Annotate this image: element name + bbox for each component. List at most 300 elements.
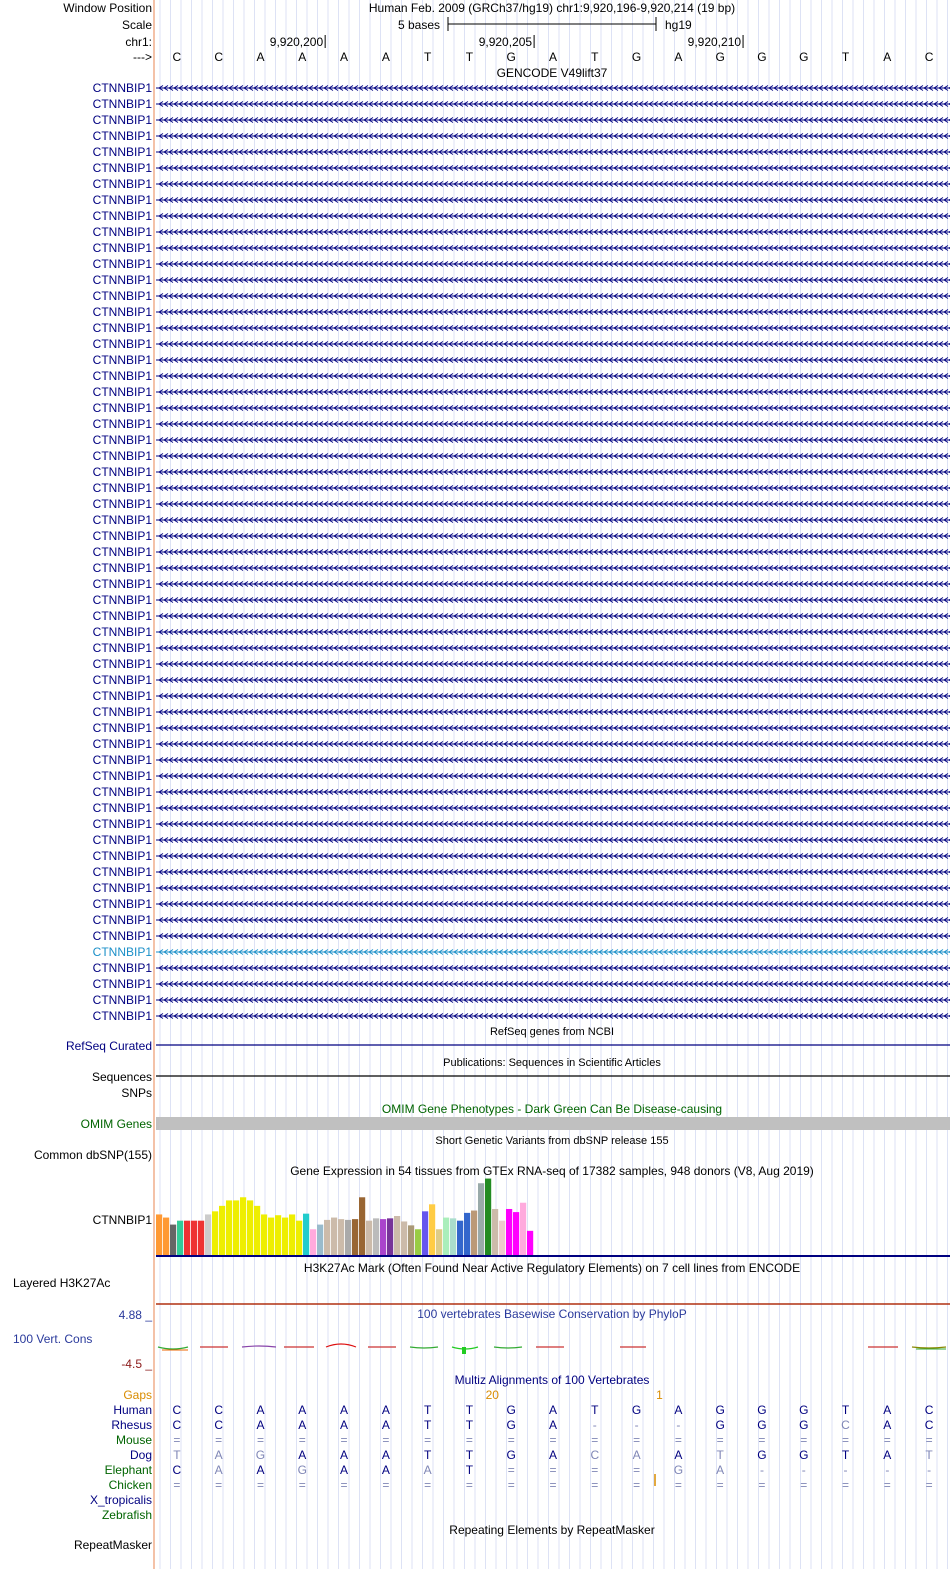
alignment-base: A [298, 1418, 307, 1432]
cons-wiggle [494, 1347, 522, 1348]
gencode-transcript-label[interactable]: CTNNBIP1 [92, 321, 152, 335]
alignment-base: = [716, 1433, 724, 1447]
gtex-tissue-bar[interactable] [408, 1225, 414, 1255]
species-label[interactable]: Chicken [108, 1478, 152, 1492]
sequence-base: A [298, 50, 307, 64]
gtex-tissue-bar[interactable] [170, 1225, 176, 1255]
alignment-base: A [340, 1463, 349, 1477]
gencode-transcript-label[interactable]: CTNNBIP1 [92, 1009, 152, 1023]
gtex-tissue-bar[interactable] [303, 1214, 309, 1255]
gencode-transcript-label[interactable]: CTNNBIP1 [92, 977, 152, 991]
gtex-tissue-bar[interactable] [401, 1221, 407, 1255]
alignment-base: A [883, 1418, 892, 1432]
omim-track-label[interactable]: OMIM Genes [80, 1117, 152, 1131]
sequence-base: G [506, 50, 516, 64]
cons-track-title[interactable]: 100 vertebrates Basewise Conservation by PhyloP [417, 1307, 687, 1321]
alignment-base: T [841, 1448, 850, 1462]
strand-label: ---> [133, 50, 152, 64]
gap-count: 20 [485, 1388, 499, 1402]
gencode-transcript-label[interactable]: CTNNBIP1 [92, 273, 152, 287]
alignment-base: = [465, 1478, 473, 1492]
alignment-base: A [632, 1448, 641, 1462]
alignment-base: = [507, 1463, 515, 1477]
gencode-transcript-label[interactable]: CTNNBIP1 [92, 337, 152, 351]
dbsnp-track-label[interactable]: Common dbSNP(155) [33, 1148, 152, 1162]
alignment-base: A [340, 1448, 349, 1462]
cons-wiggle [158, 1347, 188, 1349]
alignment-base: - [801, 1463, 806, 1477]
alignment-base: = [925, 1433, 933, 1447]
alignment-base: = [800, 1478, 808, 1492]
cons-wiggle [410, 1347, 438, 1348]
gencode-transcript-label[interactable]: CTNNBIP1 [92, 929, 152, 943]
gtex-tissue-bar[interactable] [212, 1211, 218, 1255]
cons-wiggle [326, 1344, 356, 1347]
alignment-base: = [382, 1478, 390, 1492]
gencode-transcript-label[interactable]: CTNNBIP1 [92, 993, 152, 1007]
sequence-base: T [591, 50, 599, 64]
sequence-base: G [757, 50, 767, 64]
alignment-base: = [758, 1478, 766, 1492]
alignment-base: T [423, 1418, 432, 1432]
gtex-tissue-bar[interactable] [338, 1219, 344, 1255]
alignment-base: = [256, 1433, 264, 1447]
alignment-base: = [507, 1478, 515, 1492]
alignment-base: = [382, 1433, 390, 1447]
gtex-tissue-bar[interactable] [198, 1221, 204, 1255]
gtex-tissue-bar[interactable] [156, 1214, 162, 1255]
gtex-tissue-bar[interactable] [324, 1220, 330, 1255]
repeatmasker-track-title[interactable]: Repeating Elements by RepeatMasker [449, 1523, 655, 1537]
gtex-tissue-bar[interactable] [478, 1183, 484, 1255]
gencode-transcript-label[interactable]: CTNNBIP1 [92, 257, 152, 271]
gencode-transcript-label[interactable]: CTNNBIP1 [92, 657, 152, 671]
gtex-tissue-bar[interactable] [289, 1214, 295, 1255]
gencode-transcript-label[interactable]: CTNNBIP1 [92, 241, 152, 255]
gap-count: 1 [656, 1388, 663, 1402]
h3k27ac-track-title[interactable]: H3K27Ac Mark (Often Found Near Active Regulatory Elements) on 7 cell lines from ENCODE [303, 1261, 801, 1275]
alignment-base: T [591, 1403, 599, 1417]
sequence-base: C [924, 50, 934, 64]
gencode-transcript-label[interactable]: CTNNBIP1 [92, 673, 152, 687]
alignment-base: G [297, 1463, 307, 1477]
alignment-base: = [633, 1463, 641, 1477]
gtex-tissue-bar[interactable] [457, 1221, 463, 1255]
alignment-base: G [506, 1403, 516, 1417]
gaps-label: Gaps [123, 1388, 152, 1402]
gtex-tissue-bar[interactable] [359, 1197, 365, 1255]
alignment-base: A [423, 1463, 432, 1477]
gtex-tissue-bar[interactable] [219, 1206, 225, 1255]
sequence-base: C [172, 50, 182, 64]
gtex-tissue-bar[interactable] [429, 1204, 435, 1255]
alignment-base: = [215, 1433, 223, 1447]
gencode-transcript-label[interactable]: CTNNBIP1 [92, 625, 152, 639]
alignment-base: C [172, 1403, 182, 1417]
alignment-base: = [298, 1478, 306, 1492]
gencode-transcript-label[interactable]: CTNNBIP1 [92, 561, 152, 575]
alignment-base: - [676, 1418, 681, 1432]
alignment-base: A [256, 1418, 265, 1432]
gencode-transcript-label[interactable]: CTNNBIP1 [92, 497, 152, 511]
sequence-base: G [799, 50, 809, 64]
alignment-base: = [883, 1478, 891, 1492]
gencode-transcript-label[interactable]: CTNNBIP1 [92, 705, 152, 719]
sequence-base: T [841, 50, 850, 64]
gtex-tissue-bar[interactable] [499, 1221, 505, 1255]
alignment-base: A [548, 1418, 558, 1432]
alignment-base: = [424, 1433, 432, 1447]
gencode-transcript-label[interactable]: CTNNBIP1 [92, 833, 152, 847]
gtex-tissue-bar[interactable] [177, 1221, 183, 1255]
gtex-tissue-bar[interactable] [282, 1218, 288, 1255]
sequence-base: G [715, 50, 725, 64]
alignment-base: A [256, 1403, 265, 1417]
alignment-base: A [214, 1463, 223, 1477]
alignment-base: = [256, 1478, 264, 1492]
cons-min-label: -4.5 _ [121, 1357, 152, 1371]
sequence-base: G [631, 50, 642, 64]
gencode-transcript-label[interactable]: CTNNBIP1 [92, 801, 152, 815]
alignment-base: C [924, 1403, 934, 1417]
alignment-base: = [424, 1478, 432, 1492]
ruler-tick-label: 9,920,205 [478, 35, 533, 49]
cons-max-label: 4.88 _ [118, 1308, 152, 1322]
sequence-base: A [883, 50, 892, 64]
alignment-base: = [465, 1433, 473, 1447]
gtex-tissue-bar[interactable] [436, 1229, 442, 1255]
gtex-tissue-bar[interactable] [415, 1229, 421, 1255]
alignment-base: = [674, 1433, 682, 1447]
alignment-base: A [674, 1448, 683, 1462]
gtex-tissue-bar[interactable] [450, 1218, 456, 1255]
alignment-base: A [298, 1448, 307, 1462]
alignment-base: = [549, 1478, 557, 1492]
gtex-tissue-bar[interactable] [373, 1218, 379, 1255]
cons-wiggle [912, 1347, 946, 1348]
gtex-track-title[interactable]: Gene Expression in 54 tissues from GTEx RNA-seq of 17382 samples, 948 donors (V8, Aug 2019) [290, 1164, 814, 1178]
gencode-transcript-label[interactable]: CTNNBIP1 [92, 97, 152, 111]
species-label[interactable]: Dog [129, 1448, 152, 1462]
gtex-tissue-bar[interactable] [247, 1200, 253, 1255]
cons-track-label[interactable]: 100 Vert. Cons [13, 1332, 93, 1346]
gtex-tissue-bar[interactable] [345, 1220, 351, 1255]
alignment-base: A [340, 1403, 349, 1417]
gencode-transcript-label[interactable]: CTNNBIP1 [92, 545, 152, 559]
gtex-tissue-bar[interactable] [268, 1218, 274, 1255]
gencode-transcript-label[interactable]: CTNNBIP1 [92, 433, 152, 447]
alignment-base: G [757, 1418, 767, 1432]
gtex-tissue-bar[interactable] [233, 1200, 239, 1255]
gencode-transcript-label[interactable]: CTNNBIP1 [92, 385, 152, 399]
gtex-tissue-bar[interactable] [163, 1218, 169, 1255]
gencode-transcript-label[interactable]: CTNNBIP1 [92, 113, 152, 127]
scale-assembly: hg19 [665, 18, 692, 32]
gtex-tissue-bar[interactable] [492, 1209, 498, 1255]
alignment-base: A [674, 1403, 683, 1417]
alignment-base: A [883, 1448, 892, 1462]
alignment-base: = [674, 1478, 682, 1492]
window-position-label: Window Position [63, 1, 152, 15]
alignment-base: = [842, 1478, 850, 1492]
gencode-transcript-label[interactable]: CTNNBIP1 [92, 913, 152, 927]
alignment-base: C [172, 1463, 182, 1477]
track-graphics [156, 0, 950, 1569]
alignment-base: A [298, 1403, 307, 1417]
alignment-base: T [465, 1403, 474, 1417]
gencode-transcript-label[interactable]: CTNNBIP1 [92, 417, 152, 431]
gencode-transcript-label[interactable]: CTNNBIP1 [92, 161, 152, 175]
gencode-transcript-label[interactable]: CTNNBIP1 [92, 481, 152, 495]
gencode-transcript-label[interactable]: CTNNBIP1 [92, 209, 152, 223]
gtex-tissue-bar[interactable] [520, 1203, 526, 1255]
gtex-tissue-bar[interactable] [380, 1219, 386, 1255]
species-label[interactable]: Zebrafish [101, 1508, 152, 1522]
alignment-base: = [925, 1478, 933, 1492]
refseq-track-label[interactable]: RefSeq Curated [65, 1039, 152, 1053]
gtex-tissue-bar[interactable] [261, 1214, 267, 1255]
gencode-transcript-label[interactable]: CTNNBIP1 [92, 785, 152, 799]
gencode-transcript-label[interactable]: CTNNBIP1 [92, 769, 152, 783]
gencode-transcript-label[interactable]: CTNNBIP1 [92, 689, 152, 703]
alignment-base: - [759, 1463, 764, 1477]
alignment-base: = [633, 1433, 641, 1447]
gencode-transcript-label[interactable]: CTNNBIP1 [92, 289, 152, 303]
sequence-base: A [340, 50, 349, 64]
alignment-base: - [843, 1463, 848, 1477]
alignment-base: = [298, 1433, 306, 1447]
alignment-base: C [841, 1418, 850, 1432]
alignment-base: = [340, 1433, 348, 1447]
gencode-transcript-label[interactable]: CTNNBIP1 [92, 129, 152, 143]
gtex-tissue-bar[interactable] [513, 1212, 519, 1255]
gtex-tissue-bar[interactable] [205, 1214, 211, 1255]
scale-text: 5 bases [398, 18, 441, 32]
alignment-base: A [256, 1463, 265, 1477]
dbsnp-track-title[interactable]: Short Genetic Variants from dbSNP release 155 [435, 1135, 669, 1147]
gencode-transcript-label[interactable]: CTNNBIP1 [92, 961, 152, 975]
gencode-transcript-label[interactable]: CTNNBIP1 [92, 513, 152, 527]
alignment-base: G [757, 1448, 767, 1462]
species-label[interactable]: X_tropicalis [89, 1493, 152, 1507]
alignment-base: C [590, 1448, 600, 1462]
alignment-base: G [631, 1403, 642, 1417]
species-label[interactable]: Elephant [104, 1463, 152, 1477]
gencode-transcript-label[interactable]: CTNNBIP1 [92, 737, 152, 751]
omim-track-title[interactable]: OMIM Gene Phenotypes - Dark Green Can Be Disease-causing [381, 1102, 723, 1116]
gtex-tissue-bar[interactable] [331, 1218, 337, 1255]
gtex-tissue-bar[interactable] [394, 1216, 400, 1255]
gencode-transcript-label[interactable]: CTNNBIP1 [92, 369, 152, 383]
gencode-transcript-label[interactable]: CTNNBIP1 [92, 353, 152, 367]
alignment-base: = [340, 1478, 348, 1492]
alignment-base: = [173, 1478, 181, 1492]
gencode-transcript-label[interactable]: CTNNBIP1 [92, 721, 152, 735]
gtex-tissue-bar[interactable] [240, 1197, 246, 1255]
sequence-base: T [465, 50, 474, 64]
track-image-area[interactable] [156, 0, 950, 1569]
gtex-tissue-bar[interactable] [506, 1209, 512, 1255]
gtex-tissue-bar[interactable] [254, 1206, 260, 1255]
gencode-transcript-label[interactable]: CTNNBIP1 [92, 609, 152, 623]
gtex-tissue-bar[interactable] [366, 1221, 372, 1255]
alignment-base: A [548, 1448, 558, 1462]
gtex-tissue-bar[interactable] [471, 1211, 477, 1255]
alignment-base: G [673, 1463, 684, 1477]
snps-track-label[interactable]: SNPs [121, 1086, 152, 1100]
alignment-base: = [173, 1433, 181, 1447]
gtex-tissue-bar[interactable] [275, 1215, 281, 1255]
gencode-transcript-label[interactable]: CTNNBIP1 [92, 881, 152, 895]
cons-spike [462, 1347, 466, 1354]
gtex-tissue-bar[interactable] [352, 1219, 358, 1255]
alignment-base: = [591, 1478, 599, 1492]
gencode-transcript-label[interactable]: CTNNBIP1 [92, 753, 152, 767]
alignment-base: A [381, 1448, 390, 1462]
gtex-tissue-bar[interactable] [310, 1229, 316, 1255]
gencode-transcript-label[interactable]: CTNNBIP1 [92, 193, 152, 207]
label-separator [153, 0, 155, 1569]
alignment-base: A [381, 1418, 390, 1432]
alignment-base: = [842, 1433, 850, 1447]
gencode-transcript-label[interactable]: CTNNBIP1 [92, 449, 152, 463]
alignment-base: G [255, 1448, 266, 1462]
refseq-track-title[interactable]: RefSeq genes from NCBI [489, 1026, 615, 1038]
gencode-transcript-label[interactable]: CTNNBIP1 [92, 865, 152, 879]
chrom-label: chr1: [125, 35, 152, 49]
track-label-column [0, 0, 152, 1569]
gencode-transcript-label[interactable]: CTNNBIP1 [92, 945, 152, 959]
gencode-transcript-label[interactable]: CTNNBIP1 [92, 849, 152, 863]
window-position-text: Human Feb. 2009 (GRCh37/hg19) chr1:9,920,196-9,920,214 (19 bp) [368, 1, 736, 15]
alignment-base: = [633, 1478, 641, 1492]
alignment-base: C [924, 1418, 934, 1432]
publications-track-label[interactable]: Sequences [91, 1070, 152, 1084]
alignment-base: - [592, 1418, 597, 1432]
gencode-track-title[interactable]: GENCODE V49lift37 [496, 66, 608, 80]
alignment-base: = [507, 1433, 515, 1447]
alignment-base: = [591, 1463, 599, 1477]
ruler-tick-label: 9,920,200 [269, 35, 324, 49]
alignment-base: A [381, 1403, 390, 1417]
alignment-base: T [173, 1448, 181, 1462]
alignment-base: G [506, 1418, 516, 1432]
alignment-base: A [883, 1403, 892, 1417]
gtex-tissue-bar[interactable] [485, 1179, 491, 1255]
alignment-base: G [799, 1448, 809, 1462]
cons-wiggle [242, 1346, 276, 1347]
gtex-tissue-bar[interactable] [296, 1221, 302, 1255]
gencode-transcript-label[interactable]: CTNNBIP1 [92, 305, 152, 319]
alignment-base: C [214, 1418, 224, 1432]
alignment-base: A [214, 1448, 223, 1462]
gtex-tissue-bar[interactable] [443, 1218, 449, 1255]
gencode-transcript-label[interactable]: CTNNBIP1 [92, 817, 152, 831]
gencode-transcript-label[interactable]: CTNNBIP1 [92, 81, 152, 95]
gtex-tissue-bar[interactable] [191, 1221, 197, 1255]
alignment-base: - [634, 1418, 639, 1432]
alignment-base: = [716, 1478, 724, 1492]
alignment-base: T [423, 1448, 432, 1462]
gencode-transcript-label[interactable]: CTNNBIP1 [92, 465, 152, 479]
alignment-base: T [423, 1403, 432, 1417]
species-label[interactable]: Rhesus [111, 1418, 152, 1432]
gencode-transcript-label[interactable]: CTNNBIP1 [92, 641, 152, 655]
gencode-transcript-label[interactable]: CTNNBIP1 [92, 145, 152, 159]
h3k27ac-track-label[interactable]: Layered H3K27Ac [13, 1276, 111, 1290]
alignment-base: = [215, 1478, 223, 1492]
alignment-base: C [172, 1418, 182, 1432]
gencode-transcript-label[interactable]: CTNNBIP1 [92, 897, 152, 911]
alignment-base: = [883, 1433, 891, 1447]
sequence-base: A [256, 50, 265, 64]
gtex-tissue-bar[interactable] [422, 1211, 428, 1255]
ruler-tick-label: 9,920,210 [687, 35, 742, 49]
alignment-base: G [799, 1403, 809, 1417]
alignment-base: T [841, 1403, 850, 1417]
sequence-base: A [548, 50, 558, 64]
gtex-tissue-bar[interactable] [527, 1231, 533, 1255]
gencode-transcript-label[interactable]: CTNNBIP1 [92, 593, 152, 607]
omim-gene-bar [156, 1117, 950, 1130]
alignment-base: = [758, 1433, 766, 1447]
alignment-base: = [591, 1433, 599, 1447]
gencode-transcript-label[interactable]: CTNNBIP1 [92, 401, 152, 415]
alignment-base: A [340, 1418, 349, 1432]
sequence-base: A [381, 50, 390, 64]
repeatmasker-track-label[interactable]: RepeatMasker [73, 1538, 152, 1552]
alignment-base: G [715, 1403, 725, 1417]
sequence-base: C [214, 50, 224, 64]
alignment-base: G [715, 1418, 725, 1432]
publications-track-title[interactable]: Publications: Sequences in Scientific Articles [443, 1057, 661, 1069]
species-label[interactable]: Mouse [115, 1433, 152, 1447]
alignment-base: T [465, 1418, 474, 1432]
alignment-base: = [549, 1433, 557, 1447]
alignment-base: - [927, 1463, 932, 1477]
gtex-tissue-bar[interactable] [226, 1200, 232, 1255]
alignment-base: = [549, 1463, 557, 1477]
gencode-transcript-label[interactable]: CTNNBIP1 [92, 577, 152, 591]
alignment-base: A [381, 1463, 390, 1477]
alignment-base: A [716, 1463, 725, 1477]
gtex-tissue-bar[interactable] [317, 1225, 323, 1255]
alignment-base: = [800, 1433, 808, 1447]
gencode-transcript-label[interactable]: CTNNBIP1 [92, 177, 152, 191]
gtex-tissue-bar[interactable] [184, 1221, 190, 1255]
multiz-track-title[interactable]: Multiz Alignments of 100 Vertebrates [454, 1373, 650, 1387]
gtex-tissue-bar[interactable] [387, 1218, 393, 1255]
alignment-base: T [925, 1448, 933, 1462]
alignment-base: - [885, 1463, 890, 1477]
alignment-base: G [799, 1418, 809, 1432]
gtex-gene-label[interactable]: CTNNBIP1 [92, 1213, 152, 1227]
sequence-base: A [674, 50, 683, 64]
gencode-transcript-label[interactable]: CTNNBIP1 [92, 225, 152, 239]
gencode-transcript-label[interactable]: CTNNBIP1 [92, 529, 152, 543]
alignment-base: G [506, 1448, 516, 1462]
gtex-tissue-bar[interactable] [464, 1213, 470, 1255]
alignment-base: A [548, 1403, 558, 1417]
species-label[interactable]: Human [113, 1403, 152, 1417]
alignment-base: C [214, 1403, 224, 1417]
alignment-base: T [465, 1448, 474, 1462]
alignment-base: T [465, 1463, 474, 1477]
scale-label: Scale [121, 18, 152, 32]
sequence-base: T [423, 50, 432, 64]
alignment-base: T [716, 1448, 724, 1462]
alignment-base: G [757, 1403, 767, 1417]
